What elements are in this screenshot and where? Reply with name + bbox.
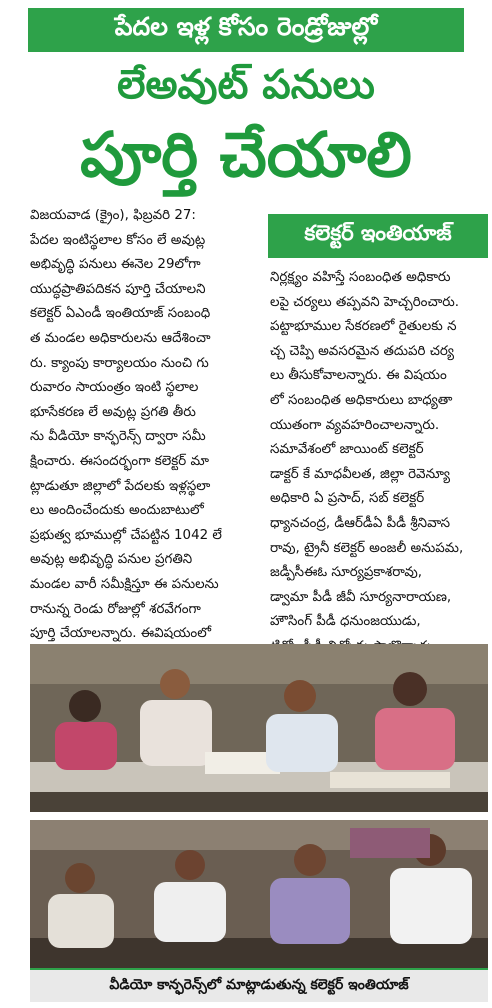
text-line: డాక్టర్ కే మాధవీలత, జిల్లా రెవెన్యూ: [270, 466, 451, 482]
text-line: ట్లాడుతూ జిల్లాలో పేదలకు ఇళ్లస్థలా: [30, 478, 211, 494]
text-line: లు అందించేందుకు అందుబాటులో: [30, 503, 204, 519]
text-line: భూసేకరణ లే అవుట్ల ప్రగతి తీరు: [30, 404, 196, 420]
subheading-text: కలెక్టర్ ఇంతియాజ్: [304, 221, 452, 245]
text-line: క్షించారు. ఈసందర్భంగా కలెక్టర్ మా: [30, 453, 209, 469]
caption-text: వీడియో కాన్ఫరెన్స్‌లో మాట్లాడుతున్న కలెక్టర్ ఇంతియాజ్: [109, 976, 409, 993]
text-line: లపై చర్యలు తప్పవని హెచ్చరించారు.: [270, 294, 460, 310]
text-line: విజయవాడ (క్రైం), ఫిబ్రవరి 27:: [30, 208, 196, 223]
text-line: హౌసింగ్ పీడీ ధనుంజయుడు,: [270, 614, 421, 630]
text-line: రానున్న రెండు రోజుల్లో శరవేగంగా: [30, 601, 201, 617]
text-line: రావు, ట్రైనీ కలెక్టర్ అంజలీ అనుపమ,: [270, 540, 464, 556]
text-line: సమావేశంలో జాయింట్ కలెక్టర్: [270, 442, 424, 458]
text-line: మండల వారీ సమీక్షిస్తూ ఈ పనులను: [30, 576, 219, 592]
text-line: యుతంగా వ్యవహరించాలన్నారు.: [270, 417, 440, 433]
meeting-photo-top: [30, 644, 488, 812]
subheading-banner: [268, 214, 488, 258]
headline-line-2: పూర్తి చేయాలి: [80, 118, 412, 191]
photo-caption: [30, 968, 488, 1002]
headline-line-1: లేఅవుట్ పనులు: [117, 62, 375, 108]
text-line: నిర్లక్ష్యం వహిస్తే సంబంధిత అధికారు: [270, 270, 451, 285]
text-line: లో సంబంధిత అధికారులు బాధ్యతా: [270, 392, 453, 408]
text-line: అధికారి ఏ ప్రసాద్, సబ్ కలెక్టర్: [270, 491, 425, 507]
text-line: ధ్యానచంద్ర, డీఆర్‌డీఏ పీడీ శ్రీనివాస: [270, 515, 451, 531]
text-line: కలెక్టర్ ఏఎండీ ఇంతియాజ్ సంబంధి: [30, 306, 211, 322]
article-column-2: [270, 266, 490, 660]
text-line: ను వీడియో కాన్ఫరెన్స్ ద్వారా సమీ: [30, 429, 206, 445]
text-line: డ్వామా పీడీ జీవీ సూర్యనారాయణ,: [270, 589, 452, 605]
kicker-text: పేదల ఇళ్ల కోసం రెండ్రోజుల్లో: [114, 12, 378, 41]
text-line: రువారం సాయంత్రం ఇంటి స్థలాల: [30, 380, 199, 396]
text-line: లు తీసుకోవాలన్నారు. ఈ విషయం: [270, 368, 447, 384]
text-line: అవుట్ల అభివృద్ధి పనుల ప్రగతిని: [30, 552, 193, 568]
text-line: జడ్పీసీఈఓ సూర్యప్రకాశరావు,: [270, 565, 422, 581]
text-line: రు. క్యాంపు కార్యాలయం నుంచి గు: [30, 355, 209, 371]
text-line: త మండల అధికారులను ఆదేశించా: [30, 330, 211, 346]
text-line: పేదల ఇంటిస్థలాల కోసం లే అవుట్ల: [30, 232, 206, 248]
article-column-1: [30, 204, 254, 647]
meeting-photo-bottom: [30, 820, 488, 968]
text-line: ప్రభుత్వ భూముల్లో చేపట్టిన 1042 లే: [30, 527, 222, 543]
text-line: పూర్తి చేయాలన్నారు. ఈవిషయంలో: [30, 626, 211, 642]
text-line: చ్చ చెప్పి అవసరమైన తదుపరి చర్య: [270, 343, 454, 359]
text-line: పట్టాభూముల సేకరణలో రైతులకు న: [270, 319, 457, 335]
text-line: అభివృద్ధి పనులు ఈనెల 29లోగా: [30, 257, 201, 273]
text-line: యుద్ధప్రాతిపదికన పూర్తి చేయాలని: [30, 281, 206, 297]
kicker-banner: [28, 8, 464, 52]
